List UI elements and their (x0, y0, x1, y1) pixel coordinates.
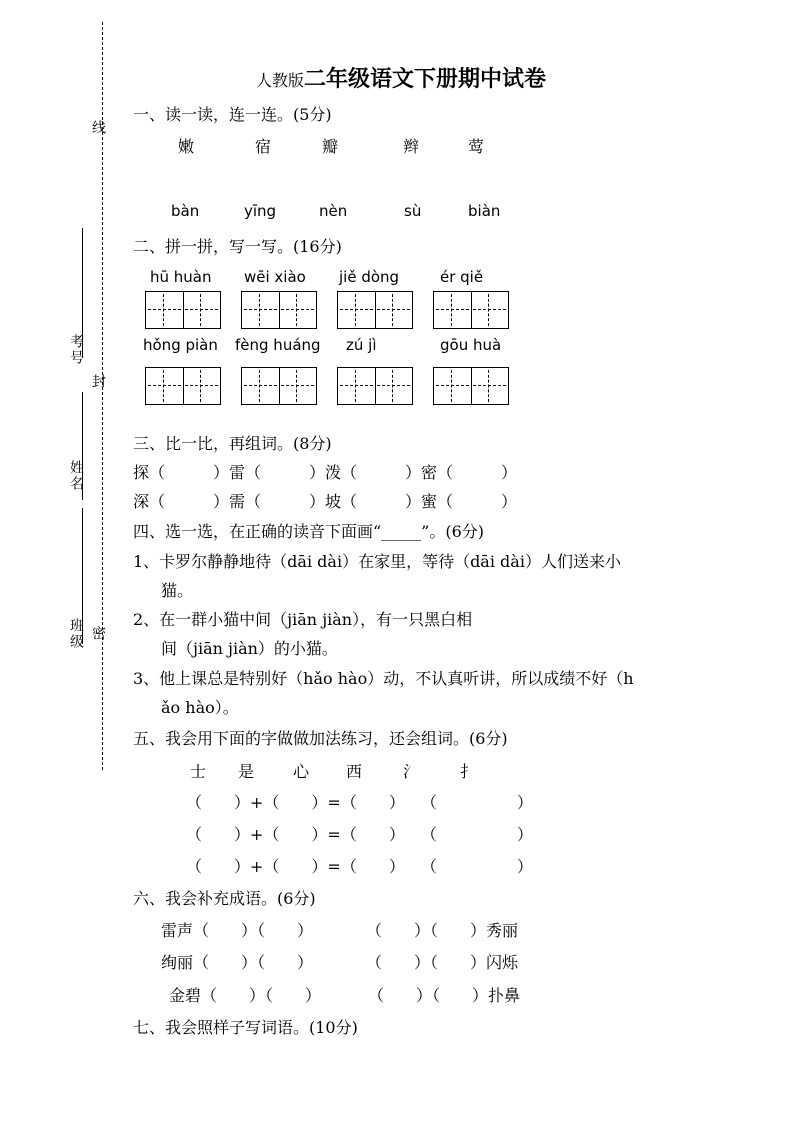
binding-label-feng: 封 (90, 374, 106, 390)
kaohao-underline (82, 228, 83, 358)
s6-idiom[interactable]: （ ）（ ）秀丽 (366, 921, 519, 940)
s1-pinyin: biàn (468, 202, 501, 220)
section-3-heading: 三、比一比，再组词。(8分) (133, 434, 332, 453)
s4-line: ǎo hào）。 (161, 698, 239, 717)
s5-equation[interactable]: （ ）+（ ）=（ ） （ ） (186, 825, 533, 844)
s3-row[interactable]: 探（ ）雷（ ）泼（ ）密（ ） (133, 463, 518, 482)
s2-pinyin: gōu huà (440, 336, 502, 354)
s5-char: 心 (293, 762, 310, 781)
s1-char: 瓣 (322, 137, 339, 156)
banji-underline (82, 508, 83, 644)
title-prefix: 人教版 (256, 71, 305, 90)
xingming-underline (82, 392, 83, 500)
section-2-heading: 二、拼一拼，写一写。(16分) (133, 237, 342, 256)
s1-pinyin: yīng (244, 202, 277, 220)
s2-pinyin: fèng huáng (235, 336, 321, 354)
s1-pinyin: bàn (171, 202, 200, 220)
s5-equation[interactable]: （ ）+（ ）=（ ） （ ） (186, 857, 533, 876)
s5-char: 西 (346, 762, 363, 781)
s2-pinyin: ér qiě (440, 268, 484, 286)
writing-grid[interactable] (433, 291, 509, 329)
s6-idiom[interactable]: （ ）（ ）扑鼻 (368, 986, 521, 1005)
writing-grid[interactable] (145, 291, 221, 329)
s4-line: 2、在一群小猫中间（jiān jiàn），有一只黑白相 (133, 610, 473, 629)
binding-label-banji: 班级 (68, 618, 84, 650)
s4-line: 1、卡罗尔静静地待（dāi dài）在家里，等待（dāi dài）人们送来小 (133, 552, 621, 571)
writing-grid[interactable] (145, 367, 221, 405)
s1-pinyin: sù (404, 202, 422, 220)
binding-label-xingming: 姓名 (68, 460, 84, 492)
section-4-heading: 四、选一选，在正确的读音下面画“_____”。(6分) (133, 522, 485, 541)
s1-char: 莺 (468, 137, 485, 156)
s1-char: 宿 (255, 137, 272, 156)
s2-pinyin: wēi xiào (244, 268, 306, 286)
s2-pinyin: jiě dòng (339, 268, 400, 286)
s6-idiom[interactable]: 雷声（ ）（ ） (161, 921, 314, 940)
s1-char: 辫 (403, 137, 420, 156)
s2-pinyin: hū huàn (150, 268, 212, 286)
binding-label-kaohao: 考号 (68, 334, 84, 366)
s1-char: 嫩 (178, 137, 195, 156)
s2-pinyin: zú jì (346, 336, 377, 354)
s6-idiom[interactable]: 金碧（ ）（ ） (169, 986, 322, 1005)
s2-pinyin: hǒng piàn (143, 336, 218, 354)
writing-grid[interactable] (241, 367, 317, 405)
section-6-heading: 六、我会补充成语。(6分) (133, 889, 316, 908)
s4-line: 3、他上课总是特别好（hǎo hào）动，不认真听讲，所以成绩不好（h (133, 669, 634, 688)
s4-line: 间（jiān jiàn）的小猫。 (161, 639, 338, 658)
s5-char: 氵 (403, 762, 420, 781)
s6-idiom[interactable]: （ ）（ ）闪烁 (366, 953, 519, 972)
writing-grid[interactable] (337, 367, 413, 405)
s1-pinyin: nèn (319, 202, 348, 220)
writing-grid[interactable] (433, 367, 509, 405)
binding-label-xian: 线 (90, 120, 106, 136)
s3-row[interactable]: 深（ ）需（ ）坡（ ）蜜（ ） (133, 492, 518, 511)
s6-idiom[interactable]: 绚丽（ ）（ ） (161, 953, 314, 972)
s5-char: 士 (190, 762, 207, 781)
title-main: 二年级语文下册期中试卷 (304, 66, 547, 92)
s5-equation[interactable]: （ ）+（ ）=（ ） （ ） (186, 793, 533, 812)
section-7-heading: 七、我会照样子写词语。(10分) (133, 1018, 358, 1037)
binding-label-mi: 密 (90, 626, 106, 642)
writing-grid[interactable] (337, 291, 413, 329)
writing-grid[interactable] (241, 291, 317, 329)
page-title (256, 62, 546, 93)
section-5-heading: 五、我会用下面的字做做加法练习，还会组词。(6分) (133, 729, 508, 748)
s4-line: 猫。 (161, 581, 194, 600)
s5-char: 是 (238, 762, 255, 781)
section-1-heading: 一、读一读，连一连。(5分) (133, 105, 332, 124)
s5-char: 扌 (460, 762, 477, 781)
